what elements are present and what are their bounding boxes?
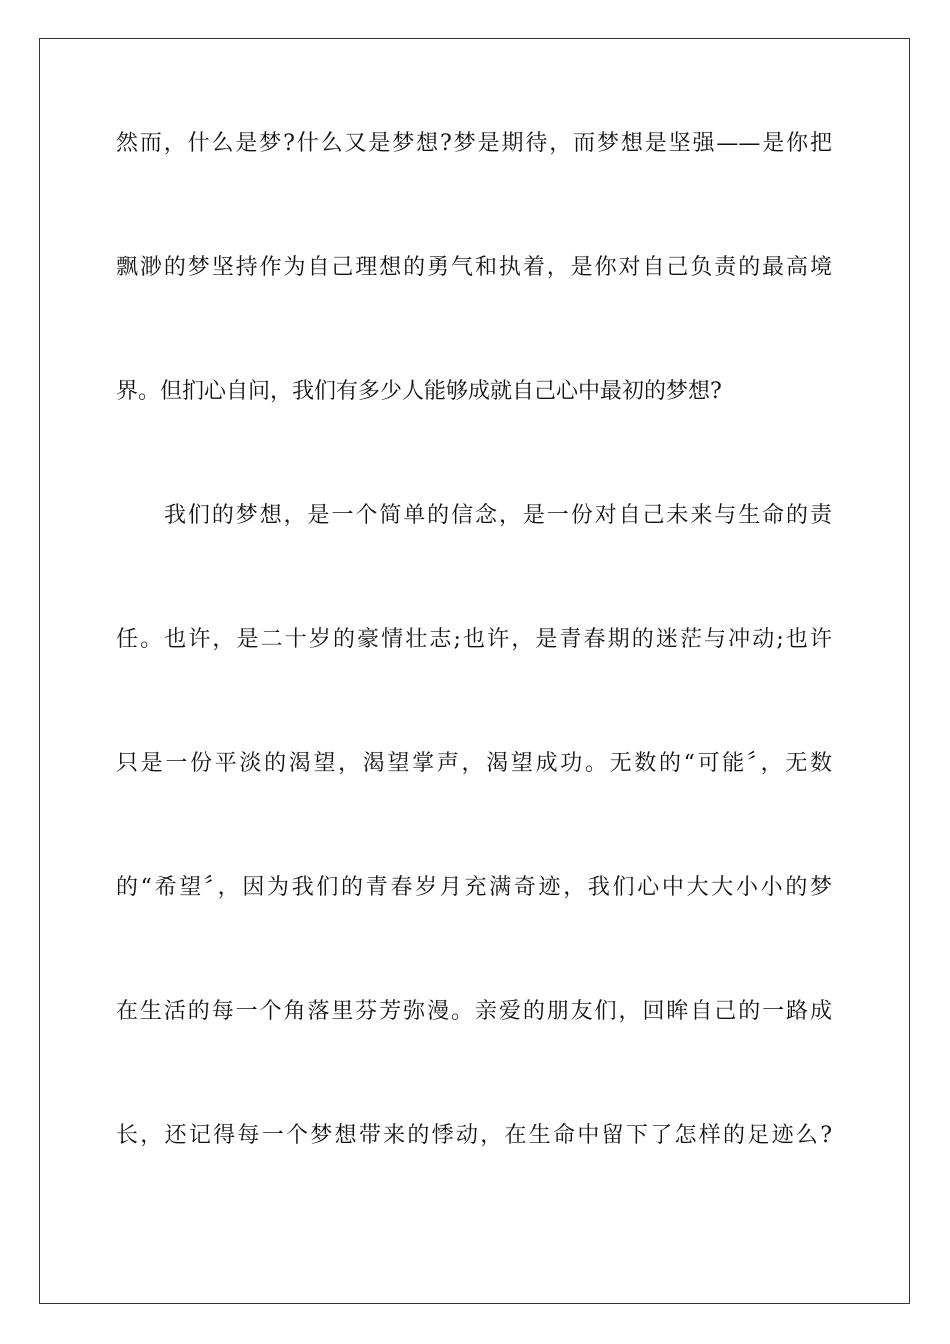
- paragraph-line: 的“希望〞，因为我们的青春岁月充满奇迹，我们心中大大小小的梦: [116, 875, 832, 900]
- paragraph-line: 任。也许，是二十岁的豪情壮志;也许，是青春期的迷茫与冲动;也许: [116, 627, 832, 652]
- paragraph-line: 在生活的每一个角落里芬芳弥漫。亲爱的朋友们，回眸自己的一路成: [116, 999, 832, 1024]
- paragraph-line: 界。但扪心自问，我们有多少人能够成就自己心中最初的梦想?: [116, 379, 722, 404]
- paragraph-line: 我们的梦想，是一个简单的信念，是一份对自己未来与生命的责: [164, 503, 832, 528]
- paragraph-line: 然而，什么是梦?什么又是梦想?梦是期待，而梦想是坚强——是你把: [116, 131, 832, 156]
- paragraph-line: 只是一份平淡的渴望，渴望掌声，渴望成功。无数的“可能〞，无数: [116, 751, 832, 776]
- page-border: [39, 38, 910, 1304]
- paragraph-line: 飘渺的梦坚持作为自己理想的勇气和执着，是你对自己负责的最高境: [116, 255, 832, 280]
- paragraph-line: 长，还记得每一个梦想带来的悸动，在生命中留下了怎样的足迹么?: [116, 1123, 832, 1148]
